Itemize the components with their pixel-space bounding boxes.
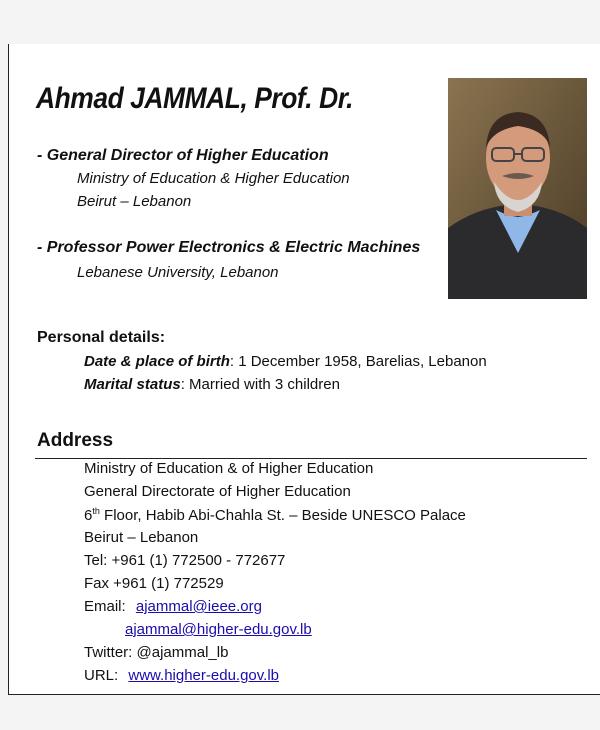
- url-label: URL:: [84, 667, 119, 684]
- marital-row: [84, 376, 340, 393]
- twitter: Twitter: @ajammal_lb: [84, 644, 229, 661]
- url-row: [84, 667, 279, 684]
- email-link-ieee[interactable]: ajammal@ieee.org: [135, 598, 262, 615]
- fax: Fax +961 (1) 772529: [84, 575, 224, 592]
- position-2-line-1: Lebanese University, Lebanon: [77, 264, 279, 281]
- address-line-1: Ministry of Education & of Higher Education: [84, 460, 374, 477]
- position-1-line-1: Ministry of Education & Higher Education: [77, 170, 350, 187]
- address-line-4: Beirut – Lebanon: [84, 529, 199, 546]
- position-1-line-2: Beirut – Lebanon: [77, 193, 192, 210]
- floor-number: 6: [84, 507, 93, 524]
- cv-page: [8, 44, 600, 695]
- website-link[interactable]: www.higher-edu.gov.lb: [128, 667, 279, 684]
- address-line-3: [84, 506, 466, 524]
- floor-street: Floor, Habib Abi-Chahla St. – Beside UNESCO Palace: [99, 507, 466, 524]
- email-row-2: [125, 621, 312, 638]
- marital-value: : Married with 3 children: [180, 376, 340, 393]
- email-row-1: [84, 598, 262, 615]
- telephone: Tel: +961 (1) 772500 - 772677: [84, 552, 286, 569]
- personal-details-heading: Personal details:: [37, 329, 166, 346]
- marital-label: Marital status: [84, 376, 181, 393]
- address-line-2: General Directorate of Higher Education: [84, 483, 351, 500]
- portrait-illustration: [448, 78, 587, 299]
- email-label: Email:: [84, 598, 126, 615]
- email-link-higher-edu[interactable]: ajammal@higher-edu.gov.lb: [125, 621, 312, 638]
- position-title-1: - General Director of Higher Education: [37, 147, 329, 164]
- address-divider: [35, 458, 587, 459]
- birth-label: Date & place of birth: [84, 353, 230, 370]
- person-name: Ahmad JAMMAL, Prof. Dr.: [36, 82, 353, 115]
- floor-suffix: th: [92, 506, 100, 516]
- profile-photo: [448, 78, 587, 299]
- birth-row: [84, 353, 487, 370]
- address-heading: Address: [37, 430, 114, 451]
- position-title-2: - Professor Power Electronics & Electric Machines: [37, 239, 421, 256]
- birth-value: : 1 December 1958, Barelias, Lebanon: [229, 353, 487, 370]
